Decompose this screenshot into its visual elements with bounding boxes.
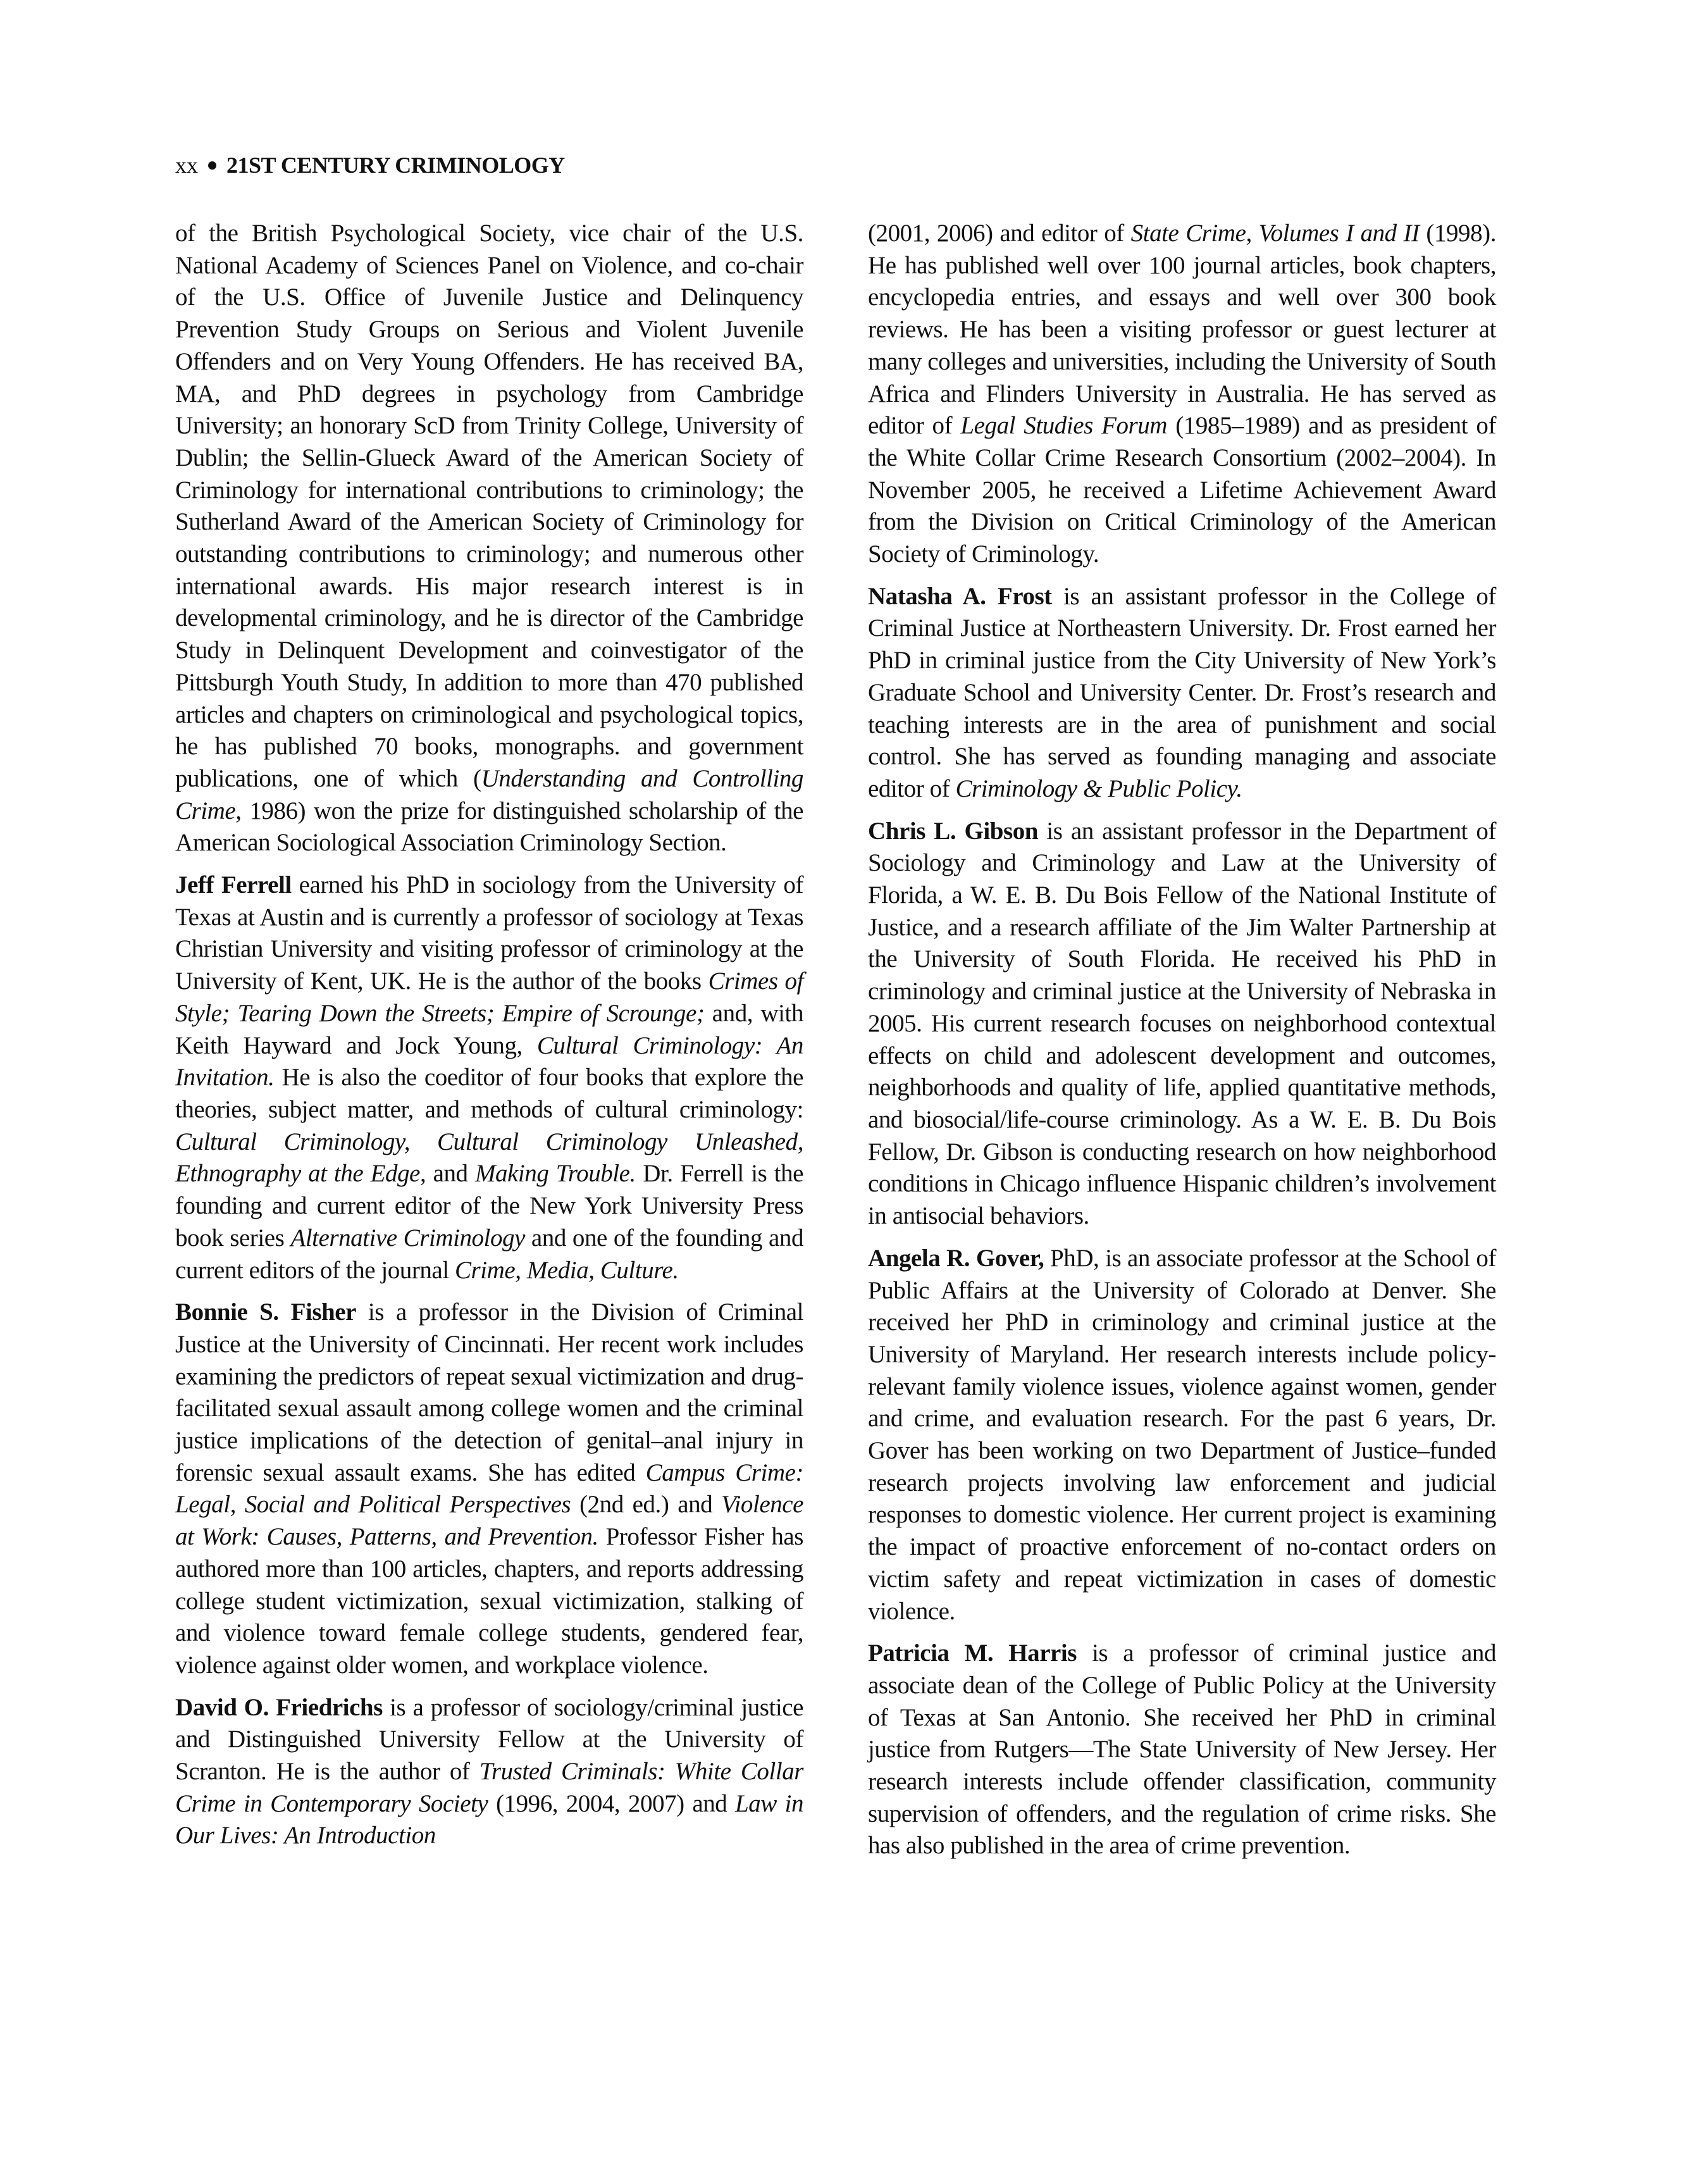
bio-text: is a professor of criminal justice and associate dean of the College of Public Policy at the University of Texas at San Antonio. She received her PhD in criminal justice from Rutgers—The State University of New Jersey. Her research interests include offender classification, community supervision of offenders, and the regulation of crime risks. She has also published in the area of crime prevention.: [868, 1639, 1497, 1860]
bio-paragraph: [868, 1243, 1496, 1627]
work-title: Law in Our Lives: An Introduction: [175, 1789, 803, 1850]
page-number: xx: [175, 152, 198, 178]
contributor-name: Natasha A. Frost: [868, 582, 1052, 610]
bio-text: (1996, 2004, 2007) and: [488, 1789, 736, 1817]
bio-text: 1986) won the prize for distinguished scholarship of the American Sociological Association Criminology Section.: [175, 797, 803, 857]
running-header: [175, 152, 565, 178]
work-title: Understanding and Controlling Crime,: [175, 764, 803, 824]
work-title: Crime, Media, Culture.: [454, 1256, 679, 1284]
work-title: Cultural Criminology: An Invitation.: [175, 1031, 803, 1092]
bio-text: He is also the coeditor of four books that explore the theories, subject matter, and methods of cultural criminology:: [175, 1064, 803, 1123]
contributor-name: Jeff Ferrell: [175, 871, 292, 899]
right-column: [868, 218, 1496, 1872]
bio-text: of the British Psychological Society, vice chair of the U.S. National Academy of Sciences Panel on Violence, and co-chair of the U.S. Office of Juvenile Justice and Delinquency Prevention Study Groups on Serious and Violent Juvenile Offenders and on Very Young Offenders. He has received BA, MA, and PhD degrees in psychology from Cambridge University; an honorary ScD from Trinity College, University of Dublin; the Sellin-Glueck Award of the American Society of Criminology for international contributions to criminology; the Sutherland Award of the American Society of Criminology for outstanding contributions to criminology; and numerous other international awards. His major research interest is in developmental criminology, and he is director of the Cambridge Study in Delinquent Development and coinvestigator of the Pittsburgh Youth Study, In addition to more than 470 published articles and chapters on criminological and psychological topics, he has published 70 books, monographs. and government publications, one of which (: [175, 220, 803, 792]
bio-paragraph: [175, 869, 803, 1286]
bio-paragraph: [868, 218, 1496, 571]
bio-text: and, with Keith Hayward and Jock Young,: [175, 999, 803, 1059]
work-title: Cultural Criminology, Cultural Criminology Unleashed, Ethnography at the Edge,: [175, 1128, 803, 1188]
bio-text: and: [426, 1160, 475, 1188]
work-title: State Crime, Volumes I and II: [1130, 220, 1420, 247]
bio-text: Dr. Ferrell is the founding and current editor of the New York University Press book series: [175, 1160, 803, 1252]
work-title: Trusted Criminals: White Collar Crime in Contemporary Society: [175, 1758, 803, 1817]
running-title: 21ST CENTURY CRIMINOLOGY: [226, 152, 565, 178]
bio-paragraph: [175, 218, 803, 859]
bio-paragraph: [175, 1692, 803, 1853]
bio-paragraph: [868, 816, 1496, 1233]
contributor-name: Bonnie S. Fisher: [175, 1298, 357, 1326]
bio-text: is a professor in the Division of Criminal Justice at the University of Cincinnati. Her recent work includes examining the predictors of repeat sexual victimization and drug-facilitated sexual assault among college women and the criminal justice implications of the detection of genital–anal injury in forensic sexual assault exams. She has edited: [175, 1298, 803, 1486]
left-column: [175, 218, 803, 1862]
work-title: Violence at Work: Causes, Patterns, and Prevention.: [175, 1491, 803, 1551]
bio-text: (2001, 2006) and editor of: [868, 220, 1131, 247]
bio-text: and one of the founding and current editors of the journal: [175, 1224, 803, 1284]
bullet-separator: [208, 161, 216, 170]
bio-paragraph: [868, 1638, 1496, 1862]
bio-text: Professor Fisher has authored more than 100 articles, chapters, and reports addressing college student victimization, sexual victimization, stalking of and violence toward female college students, gendered fear, violence against older women, and workplace violence.: [175, 1523, 803, 1679]
bio-text: (1985–1989) and as president of the White Collar Crime Research Consortium (2002–2004). In November 2005, he received a Lifetime Achievement Award from the Division on Critical Criminology of the American Society of Criminology.: [868, 412, 1496, 568]
bio-text: is an assistant professor in the Department of Sociology and Criminology and Law at the University of Florida, a W. E. B. Du Bois Fellow of the National Institute of Justice, and a research affiliate of the Jim Walter Partnership at the University of South Florida. He received his PhD in criminology and criminal justice at the University of Nebraska in 2005. His current research focuses on neighborhood contextual effects on child and adolescent development and outcomes, neighborhoods and quality of life, applied quantitative methods, and biosocial/life-course criminology. As a W. E. B. Du Bois Fellow, Dr. Gibson is conducting research on how neighborhood conditions in Chicago influence Hispanic children’s involvement in antisocial behaviors.: [868, 817, 1496, 1230]
contributor-name: Patricia M. Harris: [868, 1639, 1077, 1667]
contributor-name: David O. Friedrichs: [175, 1693, 383, 1721]
work-title: Legal Studies Forum: [960, 412, 1167, 440]
work-title: Crimes of Style; Tearing Down the Streets; Empire of Scrounge;: [175, 967, 803, 1027]
bio-paragraph: [868, 581, 1496, 805]
bio-text: (1998). He has published well over 100 journal articles, book chapters, encyclopedia entries, and essays and well over 300 book reviews. He has been a visiting professor or guest lecturer at many colleges and universities, including the University of South Africa and Flinders University in Australia. He has served as editor of: [868, 220, 1496, 440]
bio-text: is an assistant professor in the College of Criminal Justice at Northeastern University. Dr. Frost earned her PhD in criminal justice from the City University of New York’s Graduate School and University Center. Dr. Frost’s research and teaching interests are in the area of punishment and social control. She has served as founding managing and associate editor of: [868, 582, 1496, 802]
bio-text: PhD, is an associate professor at the School of Public Affairs at the University of Colorado at Denver. She received her PhD in criminology and criminal justice at the University of Maryland. Her research interests include policy-relevant family violence issues, violence against women, gender and crime, and evaluation research. For the past 6 years, Dr. Gover has been working on two Department of Justice–funded research projects involving law enforcement and judicial responses to domestic violence. Her current project is examining the impact of proactive enforcement of no-contact orders on victim safety and repeat victimization in cases of domestic violence.: [868, 1244, 1496, 1625]
bio-text: earned his PhD in sociology from the University of Texas at Austin and is currently a professor of sociology at Texas Christian University and visiting professor of criminology at the University of Kent, UK. He is the author of the books: [175, 871, 803, 995]
contributor-name: Chris L. Gibson: [868, 817, 1039, 845]
contributor-name: Angela R. Gover,: [868, 1244, 1044, 1272]
bio-paragraph: [175, 1297, 803, 1681]
work-title: Making Trouble.: [474, 1160, 636, 1188]
work-title: Criminology & Public Policy.: [955, 774, 1242, 802]
work-title: Campus Crime: Legal, Social and Political Perspectives: [175, 1458, 803, 1519]
bio-text: is a professor of sociology/criminal justice and Distinguished University Fellow at the University of Scranton. He is the author of: [175, 1693, 803, 1786]
work-title: Alternative Criminology: [290, 1224, 525, 1252]
bio-text: (2nd ed.) and: [571, 1491, 722, 1519]
